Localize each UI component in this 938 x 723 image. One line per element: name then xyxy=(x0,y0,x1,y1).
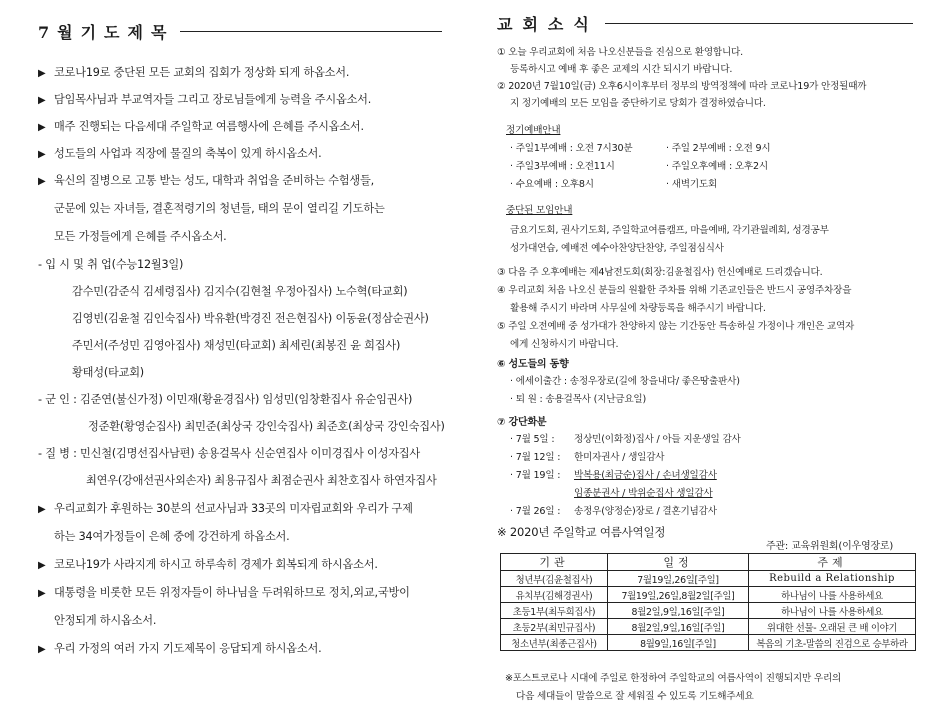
table-cell: 복음의 기초-말씀의 진검으로 승부하라 xyxy=(749,635,916,651)
prayer-line: 안정되게 하시옵소서. xyxy=(54,614,157,627)
prayer-line: ▶ 우리교회가 후원하는 30분의 선교사님과 33곳의 미자립교회와 우리가 구제 xyxy=(38,502,413,515)
prayer-subheading-illness: - 질 병 : 민신철(김명선집사남편) 송용걸목사 신순연집사 이미경집사 이성자집사 xyxy=(38,447,421,460)
news-item-5-cont: 에게 신청하시기 바랍니다. xyxy=(510,339,619,350)
news-item-4-cont: 활용해 주시기 바라며 사무실에 차량등록을 해주시기 바랍니다. xyxy=(510,303,766,314)
table-row xyxy=(501,635,916,651)
prayer-names-line: 최연우(강애선권사외손자) 최용규집사 최점순권사 최찬호집사 하연자집사 xyxy=(86,474,437,487)
flower-date: · 7월 5일 : xyxy=(510,434,555,445)
news-item-2: ② 2020년 7월10일(금) 오후6시이후부터 정부의 방역정책에 따라 코로나19가 안정될때까 xyxy=(497,81,867,92)
prayer-line: 군문에 있는 자녀들, 결혼적령기의 청년들, 태의 문이 열리길 기도하는 xyxy=(54,202,385,215)
news-item-2-cont: 지 정기예배의 모든 모임을 중단하기로 당회가 결정하였습니다. xyxy=(510,98,766,109)
table-cell: 초등2부(최민규집사) xyxy=(501,619,608,635)
prayer-names-line: 김영빈(김윤철 김인숙집사) 박유환(박경진 전은현집사) 이동윤(정삼순권사) xyxy=(72,312,429,325)
worship-time: · 주일3부예배 : 오전11시 xyxy=(510,161,615,172)
prayer-line: ▶ 매주 진행되는 다음세대 주일학교 여름행사에 은혜를 주시옵소서. xyxy=(38,120,364,133)
flower-donor: 정상민(이화정)집사 / 아들 지운생일 감사 xyxy=(574,434,741,445)
prayer-line: ▶ 코로나19가 사라지게 하시고 하루속히 경제가 회복되게 하시옵소서. xyxy=(38,558,378,571)
flower-donor: 한미자권사 / 생일감사 xyxy=(574,452,665,463)
table-cell: 8월2일,9일,16일[주일] xyxy=(608,603,749,619)
table-cell: 하나님이 나를 사용하세요 xyxy=(749,587,916,603)
news-item-6-heading: ⑥ 성도들의 동향 xyxy=(497,359,569,370)
member-news: · 퇴 원 : 송용걸목사 (지난금요일) xyxy=(510,394,647,405)
bullet-triangle-icon: ▶ xyxy=(38,176,46,187)
schedule-note: ※포스트코로나 시대에 주일로 한정하여 주일학교의 여름사역이 진행되지만 우리의 xyxy=(505,673,842,684)
table-cell: 청소년부(최종근집사) xyxy=(501,635,608,651)
flower-date: · 7월 12일 : xyxy=(510,452,561,463)
column-header: 주제 xyxy=(749,554,916,571)
schedule-note-cont: 다음 세대들이 말씀으로 잘 세워질 수 있도록 기도해주세요 xyxy=(516,691,754,702)
flower-donor: 임종분권사 / 박위순집사 생일감사 xyxy=(574,488,713,499)
news-item-7-heading: ⑦ 강단화분 xyxy=(497,417,547,428)
bullet-triangle-icon: ▶ xyxy=(38,588,46,599)
bullet-triangle-icon: ▶ xyxy=(38,95,46,106)
prayer-names-line: 주민서(주성민 김영아집사) 채성민(타교회) 최세린(최봉진 윤 희집사) xyxy=(72,339,401,352)
table-cell: 8월2일,9일,16일[주일] xyxy=(608,619,749,635)
table-cell: 청년부(김윤철집사) xyxy=(501,571,608,587)
prayer-topics-title-text: 7월기도제목 xyxy=(38,23,175,42)
prayer-line: ▶ 육신의 질병으로 고통 받는 성도, 대학과 취업을 준비하는 수험생들, xyxy=(38,174,374,187)
table-cell: 7월19일,26일[주일] xyxy=(608,571,749,587)
worship-time: · 주일 2부예배 : 오전 9시 xyxy=(666,143,771,154)
schedule-title: ※ 2020년 주일학교 여름사역일정 xyxy=(497,525,666,539)
bullet-triangle-icon: ▶ xyxy=(38,504,46,515)
table-row xyxy=(501,571,916,587)
prayer-line: ▶ 코로나19로 중단된 모든 교회의 집회가 정상화 되게 하옵소서. xyxy=(38,66,350,79)
table-cell: 초등1부(최두희집사) xyxy=(501,603,608,619)
table-header-row xyxy=(501,554,916,571)
prayer-names-line: 정준환(황영순집사) 최민준(최상국 강인숙집사) 최준호(최상국 강인숙집사) xyxy=(88,420,445,433)
title-rule xyxy=(180,31,442,32)
prayer-line: ▶ 대통령을 비롯한 모든 위정자들이 하나님을 두려워하므로 정치,외교,국방이 xyxy=(38,586,410,599)
worship-time: · 주일1부예배 : 오전 7시30분 xyxy=(510,143,633,154)
flower-date: · 7월 26일 : xyxy=(510,506,561,517)
prayer-names-line: 황태성(타교회) xyxy=(72,366,144,379)
bullet-triangle-icon: ▶ xyxy=(38,149,46,160)
prayer-line: ▶ 성도들의 사업과 직장에 물질의 축복이 있게 하시옵소서. xyxy=(38,147,322,160)
schedule-organizer: 주관: 교육위원회(이우영장로) xyxy=(766,541,894,552)
member-news: · 에세이출간 : 송정우장로(길에 창을내다/ 좋은땅출판사) xyxy=(510,376,740,387)
bullet-triangle-icon: ▶ xyxy=(38,644,46,655)
flower-donor: 박복용(최금순)집사 / 손녀생일감사 xyxy=(574,470,717,481)
prayer-topics-title xyxy=(38,20,442,43)
flower-donor: 송정우(양정순)장로 / 결혼기념감사 xyxy=(574,506,717,517)
table-cell: 7월19일,26일,8월2일[주일] xyxy=(608,587,749,603)
summer-schedule-table xyxy=(500,553,916,651)
table-row xyxy=(501,587,916,603)
news-item-1: ① 오늘 우리교회에 처음 나오신분들을 진심으로 환영합니다. xyxy=(497,47,743,58)
table-cell: 하나님이 나를 사용하세요 xyxy=(749,603,916,619)
news-item-1-cont: 등록하시고 예배 후 좋은 교제의 시간 되시기 바랍니다. xyxy=(510,64,733,75)
prayer-subheading-military: - 군 인 : 김준연(불신가정) 이민재(황윤경집사) 임성민(임창환집사 유순임권사) xyxy=(38,393,413,406)
column-header: 기관 xyxy=(501,554,608,571)
bullet-triangle-icon: ▶ xyxy=(38,122,46,133)
table-cell: 위대한 선물- 오래된 큰 배 이야기 xyxy=(749,619,916,635)
bullet-triangle-icon: ▶ xyxy=(38,560,46,571)
suspended-meetings-heading: 중단된 모임안내 xyxy=(506,205,573,216)
table-row xyxy=(501,619,916,635)
prayer-line: 모든 가정들에게 은혜를 주시옵소서. xyxy=(54,230,227,243)
news-item-4: ④ 우리교회 처음 나오신 분들의 원활한 주차를 위해 기존교인들은 반드시 공영주차장을 xyxy=(497,285,852,296)
prayer-subheading-exam: - 입 시 및 취 업(수능12월3일) xyxy=(38,258,184,271)
worship-time: · 주일오후예배 : 오후2시 xyxy=(666,161,768,172)
suspended-meetings-list: 금요기도회, 권사기도회, 주일학교여름캠프, 마을예배, 각기관월례회, 성경공부 xyxy=(510,225,829,236)
worship-time: · 수요예배 : 오후8시 xyxy=(510,179,594,190)
news-item-3: ③ 다음 주 오후예배는 제4남전도회(회장:김윤철집사) 헌신예배로 드리겠습니다. xyxy=(497,267,823,278)
table-row xyxy=(501,603,916,619)
church-news-title-text: 교회소식 xyxy=(497,15,599,34)
bullet-triangle-icon: ▶ xyxy=(38,68,46,79)
prayer-line: ▶ 담임목사님과 부교역자들 그리고 장로님들에게 능력을 주시옵소서. xyxy=(38,93,372,106)
prayer-names-line: 감수민(감준식 김세령집사) 김지수(김현철 우정아집사) 노수혁(타교회) xyxy=(72,285,408,298)
table-cell: 유치부(김해경권사) xyxy=(501,587,608,603)
table-cell: Rebuild a Relationship xyxy=(749,571,916,587)
prayer-line: 하는 34여가정들이 은혜 중에 강건하게 하옵소서. xyxy=(54,530,290,543)
column-header: 일정 xyxy=(608,554,749,571)
news-item-5: ⑤ 주일 오전예배 중 성가대가 찬양하지 않는 기간동안 특송하실 가정이나 개인은 교역자 xyxy=(497,321,855,332)
church-news-title xyxy=(497,12,913,35)
title-rule xyxy=(605,23,913,24)
prayer-line: ▶ 우리 가정의 여러 가지 기도제목이 응답되게 하시옵소서. xyxy=(38,642,322,655)
suspended-meetings-list: 성가대연습, 예배전 예수아찬양단찬양, 주일점심식사 xyxy=(510,243,724,254)
worship-guide-heading: 정기예배안내 xyxy=(506,125,561,136)
flower-date: · 7월 19일 : xyxy=(510,470,561,481)
worship-time: · 새벽기도회 xyxy=(666,179,718,190)
table-cell: 8월9일,16일[주일] xyxy=(608,635,749,651)
